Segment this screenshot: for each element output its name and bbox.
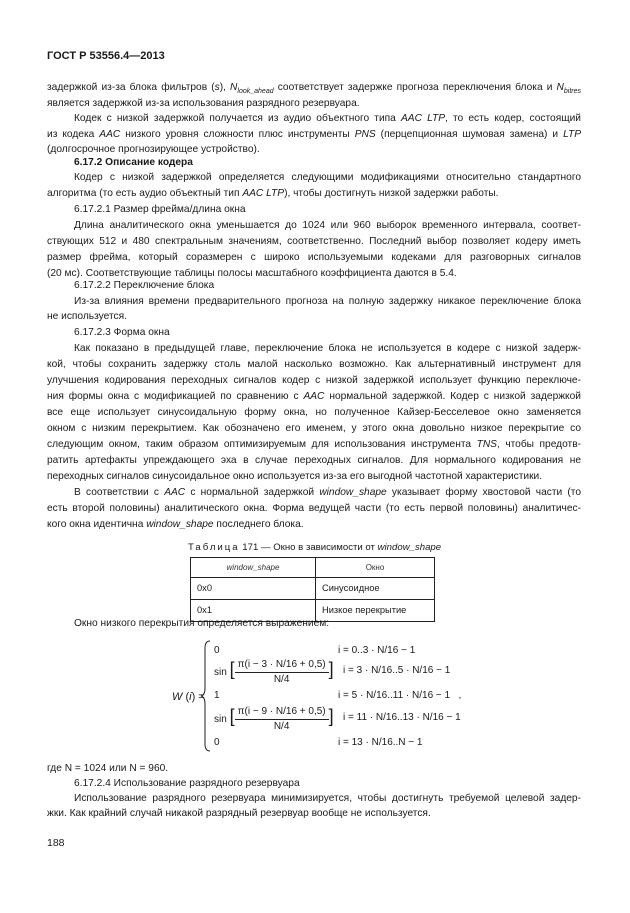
paragraph-line: является задержкой из-за использования разрядного резервуара. <box>47 98 360 109</box>
paragraph-line: кого окна идентична window_shape последнего блока. <box>47 519 304 530</box>
table-cell: 0x1 <box>191 600 316 622</box>
paragraph-line: жки. Как крайний случай никакой разрядный резервуар вообще не используется. <box>47 808 431 819</box>
paragraph-line: кой, чтобы сохранить задержку столь малой насколько возможно. Как альтернативный инструмент для <box>47 359 581 370</box>
paragraph-line: задержкой из-за блока фильтров (s), $N_{look\_ahead}$ соответствует задержке прогноза переключения блока и $N_{bitres}$ <box>47 82 581 96</box>
formula-lhs: W (i) = <box>172 691 205 703</box>
table-caption: Таблица 171 — Окно в зависимости от window_shape <box>188 542 442 553</box>
paragraph-line: ствующих 512 и 480 спектральным значениям, соответственно. Последний выбор позволяет кодеру иметь <box>47 236 581 247</box>
paragraph-line: ния формы окна с модификацией по сравнению с AAC нормальной задержкой. Кодер с низкой задержкой <box>47 391 581 402</box>
paragraph-line: В соответствии с AAC с нормальной задержкой window_shape указывает форму хвостовой части (то <box>74 487 581 498</box>
formula-condition: i = 0..3 · N/16 − 1 <box>338 645 416 656</box>
formula-intro: Окно низкого перекрытия определяется выражением: <box>74 618 330 629</box>
paragraph-line: следующим окном, таким образом оптимизируемым для использования инструмента TNS, чтобы предотв- <box>47 439 581 450</box>
table-cell: 0x0 <box>191 578 316 600</box>
formula-condition: i = 3 · N/16..5 · N/16 − 1 <box>343 665 451 676</box>
paragraph-line: Кодер с низкой задержкой определяется следующими модификациями относительно стандартного <box>74 172 581 183</box>
paragraph-line: Как показано в предыдущей главе, переключение блока не используется в кодере с низкой задерж- <box>74 343 581 354</box>
formula-case: 0 <box>214 645 220 656</box>
formula-case: sin [ $\frac{\pi(i - 3 \cdot N/16 + 0,5)}{N/4}$ ] <box>214 659 334 685</box>
paragraph-line: (долгосрочное прогнозирующее устройство). <box>47 144 260 155</box>
formula-case: sin [ $\frac{\pi(i - 9 \cdot N/16 + 0,5)}{N/4}$ ] <box>214 706 334 732</box>
paragraph-line: Использование разрядного резервуара минимизируется, чтобы достигнуть требуемой целевой задер- <box>74 793 581 804</box>
section-heading: 6.17.2.3 Форма окна <box>74 327 170 338</box>
table-row <box>191 578 435 600</box>
section-heading: 6.17.2.4 Использование разрядного резервуара <box>74 778 300 789</box>
paragraph-line: Длина аналитического окна уменьшается до 1024 или 960 выборок временного интервала, соответ- <box>74 220 581 231</box>
paragraph-line: улучшения кодирования переходных сигналов кодер с низкой задержкой использует функцию переключе- <box>47 375 581 386</box>
paragraph-line: где N = 1024 или N = 960. <box>47 763 169 774</box>
document-header: ГОСТ Р 53556.4—2013 <box>47 50 165 62</box>
section-heading: 6.17.2.2 Переключение блока <box>74 280 215 291</box>
formula-case: 0 <box>214 737 220 748</box>
paragraph-line: Из-за влияния времени предварительного прогноза на полную задержку никакое переключение блока <box>74 296 581 307</box>
section-heading: 6.17.2.1 Размер фрейма/длина окна <box>74 204 246 215</box>
table-cell: Синусоидное <box>316 578 435 600</box>
paragraph-line: (20 мс). Соответствующие таблицы полосы масштабного коэффициента даются в 5.4. <box>47 268 457 279</box>
paragraph-line: размер фрейма, который соразмерен с широко используемыми кодеками для разговорных сигналов <box>47 252 581 263</box>
paragraph-line: переходных сигналов синусоидальное окно используется из-за его выгодной частотной характеристики. <box>47 471 543 482</box>
paragraph-line: не используется. <box>47 311 127 322</box>
window-shape-table <box>190 557 435 622</box>
paragraph-line: окном с низким перекрытием. Как обозначено его именем, у этого окна довольно низкое перекрытие со <box>47 423 581 434</box>
paragraph-line: все еще использует синусоидальную форму окна, но полученное Кайзер-Бесселевое окно заменяется <box>47 407 581 418</box>
paragraph-line: ратить артефакты упреждающего эха в случае переходных сигналов. Для нормального кодирования не <box>47 455 581 466</box>
formula-case: 1 <box>214 690 220 701</box>
table-cell: Низкое перекрытие <box>316 600 435 622</box>
table-header-cell: window_shape <box>191 558 316 578</box>
table-header-cell: Окно <box>316 558 435 578</box>
table-header-row <box>191 558 435 578</box>
formula-condition: i = 5 · N/16..11 · N/16 − 1 , <box>338 690 462 701</box>
paragraph-line: из кодека AAC низкого уровня сложности плюс инструменты PNS (перцепционная шумовая замена) и LTP <box>47 129 582 140</box>
paragraph-line: алгоритма (то есть аудио объектный тип AAC LTP), чтобы достигнуть низкой задержки работы. <box>47 188 499 199</box>
page-number: 188 <box>47 837 65 849</box>
formula-brace <box>200 640 212 752</box>
section-heading: 6.17.2 Описание кодера <box>74 157 193 168</box>
paragraph-line: есть второй половины) аналитического окна. Форма ведущей части (то есть первой половины) аналитичес- <box>47 503 581 514</box>
formula-condition: i = 13 · N/16..N − 1 <box>338 737 423 748</box>
paragraph-line: Кодек с низкой задержкой получается из аудио объектного типа AAC LTP, то есть кодер, состоящий <box>74 113 581 124</box>
formula-condition: i = 11 · N/16..13 · N/16 − 1 <box>343 712 461 723</box>
